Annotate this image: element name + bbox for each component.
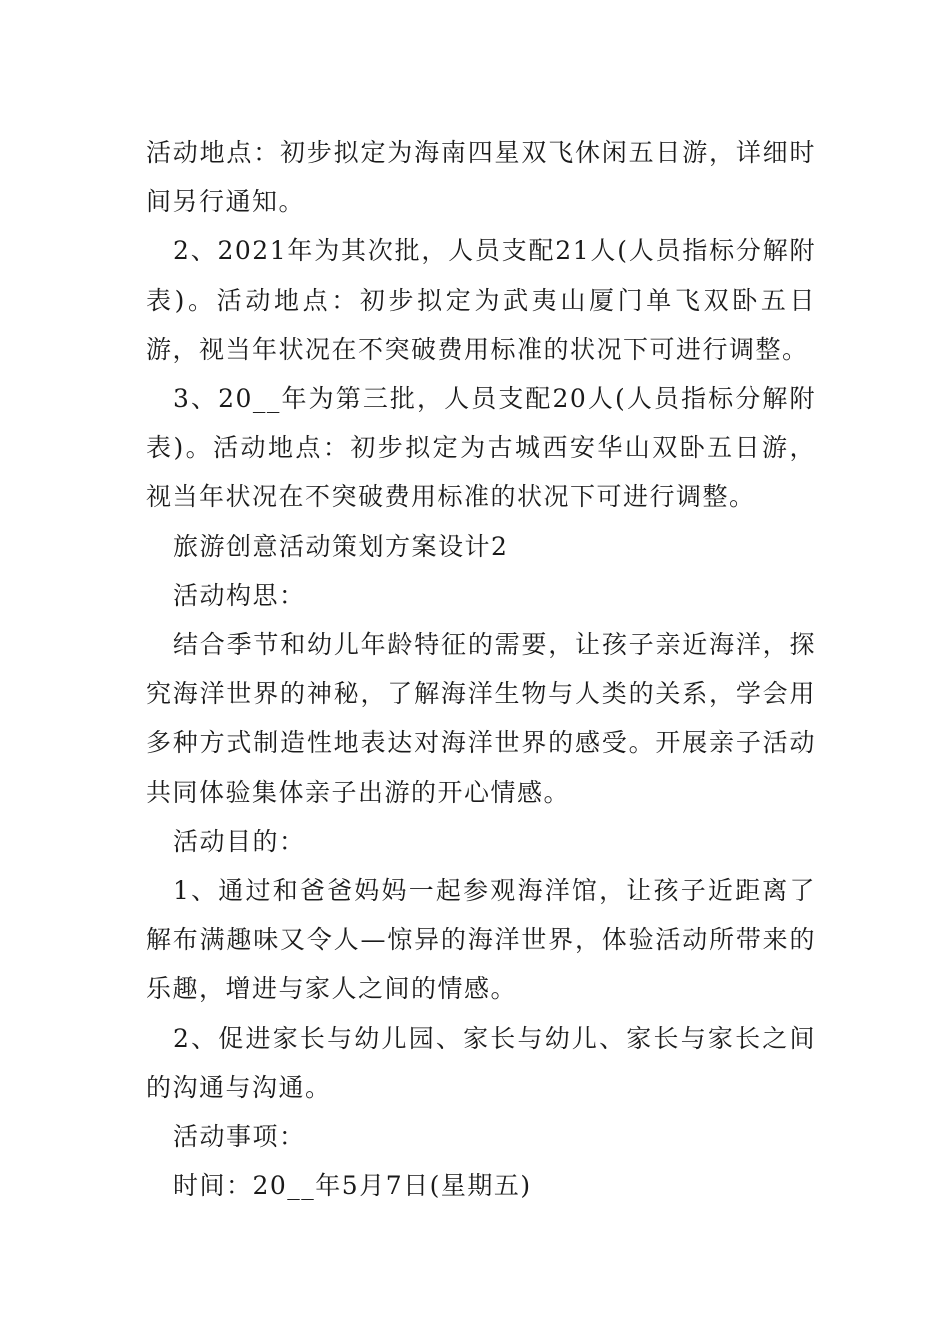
activity-items-label: 活动事项： [173,1122,306,1152]
document-body [146,128,816,1210]
activity-purpose-label: 活动目的： [173,826,306,856]
paragraph-location-1: 活动地点：初步拟定为海南四星双飞休闲五日游，详细时间另行通知。 [146,138,816,217]
section-heading: 旅游创意活动策划方案设计2 [173,531,509,561]
activity-concept-label: 活动构思： [173,580,306,610]
purpose-item-1: 1、通过和爸爸妈妈一起参观海洋馆，让孩子近距离了解布满趣味又令人—惊异的海洋世界，体验活动所带来的乐趣，增进与家人之间的情感。 [146,876,816,1004]
activity-time: 时间：20__年5月7日(星期五) [173,1171,532,1201]
paragraph-batch-2: 2、2021年为其次批，人员支配21人(人员指标分解附表)。活动地点：初步拟定为武夷山厦门单飞双卧五日游，视当年状况在不突破费用标准的状况下可进行调整。 [146,236,816,364]
purpose-item-2: 2、促进家长与幼儿园、家长与幼儿、家长与家长之间的沟通与沟通。 [146,1023,816,1102]
paragraph-batch-3: 3、20__年为第三批，人员支配20人(人员指标分解附表)。活动地点：初步拟定为古城西安华山双卧五日游，视当年状况在不突破费用标准的状况下可进行调整。 [146,384,816,512]
activity-concept-text: 结合季节和幼儿年龄特征的需要，让孩子亲近海洋，探究海洋世界的神秘，了解海洋生物与人类的关系，学会用多种方式制造性地表达对海洋世界的感受。开展亲子活动共同体验集体亲子出游的开心情感。 [146,630,816,807]
